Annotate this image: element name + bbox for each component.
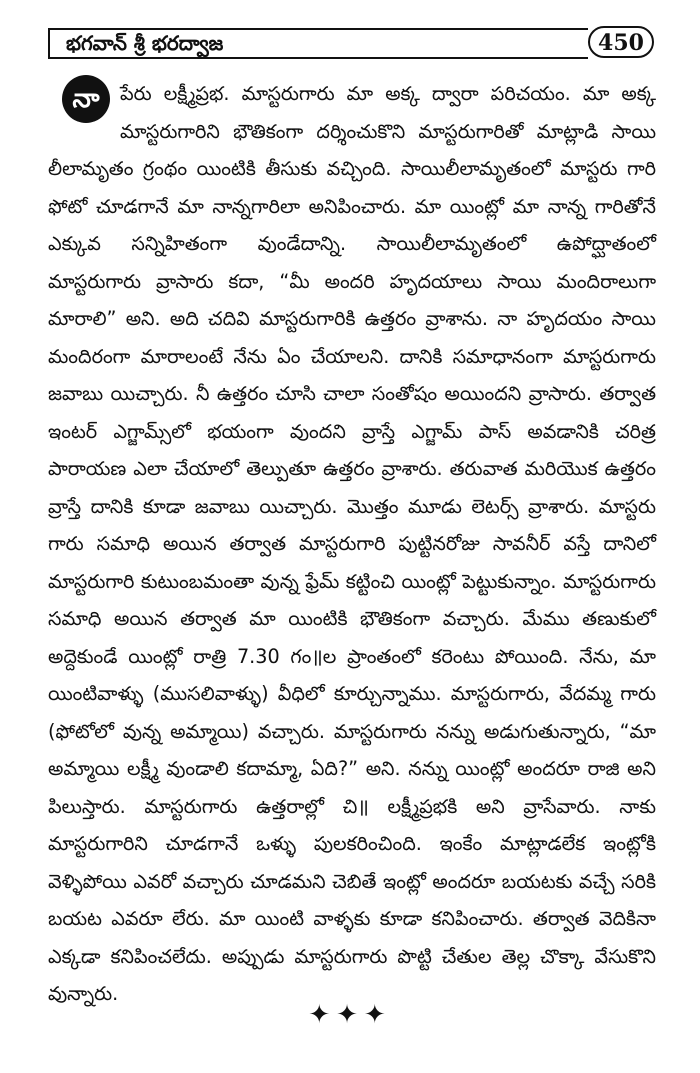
dropcap: నా [62, 75, 110, 123]
end-ornament: ✦✦✦ [308, 1000, 392, 1030]
page-number: 450 [598, 30, 644, 56]
article-body [48, 75, 656, 1013]
page-number-badge [588, 26, 654, 58]
article-text: పేరు లక్ష్మీప్రభ. మాస్టరుగారు మా అక్క ద్వారా పరిచయం. మా అక్క మాస్టరుగారిని భౌతికంగా దర్శించుకొని మాస్టరుగారితో మాట్లాడి సాయి లీలామృతం గ్రంథం యింటికి తీసుకు వచ్చింది. సాయిలీలామృతంలో మాస్టరు గారి ఫోటో చూడగానే మా నాన్నగారిలా అనిపించారు. మా యింట్లో మా నాన్న గారితోనే ఎక్కువ సన్నిహితంగా వుండేదాన్ని. సాయిలీలామృతంలో ఉపోద్ఘాతంలో మాస్టరుగారు వ్రాసారు కదా, “మీ అందరి హృదయాలు సాయి మందిరాలుగా మారాలి” అని. అది చదివి మాస్టరుగారికి ఉత్తరం వ్రాశాను. నా హృదయం సాయి మందిరంగా మారాలంటే నేను ఏం చేయాలని. దానికి సమాధానంగా మాస్టరుగారు జవాబు యిచ్చారు. నీ ఉత్తరం చూసి చాలా సంతోషం అయిందని వ్రాసారు. తర్వాత ఇంటర్ ఎగ్జామ్స్‌లో భయంగా వుందని వ్రాస్తే ఎగ్జామ్ పాస్ అవడానికి చరిత్ర పారాయణ ఎలా చేయాలో తెల్పుతూ ఉత్తరం వ్రాశారు. తరువాత మరియొక ఉత్తరం వ్రాస్తే దానికి కూడా జవాబు యిచ్చారు. మొత్తం మూడు లెటర్స్ వ్రాశారు. మాస్టరు గారు సమాధి అయిన తర్వాత మాస్టరుగారి పుట్టినరోజు సావనీర్ వస్తే దానిలో మాస్టరుగారి కుటుంబమంతా వున్న ఫ్రేమ్ కట్టించి యింట్లో పెట్టుకున్నాం. మాస్టరుగారు సమాధి అయిన తర్వాత మా యింటికి భౌతికంగా వచ్చారు. మేము తణుకులో అద్దెకుండే యింట్లో రాత్రి 7.30 గం॥ల ప్రాంతంలో కరెంటు పోయింది. నేను, మా యింటివాళ్ళు (ముసలివాళ్ళు) వీధిలో కూర్చున్నాము. మాస్టరుగారు, వేదమ్మ గారు (ఫోటోలో వున్న అమ్మాయి) వచ్చారు. మాస్టరుగారు నన్ను అడుగుతున్నారు, “మా అమ్మాయి లక్ష్మీ వుండాలి కదామ్మా, ఏది?” అని. నన్ను యింట్లో అందరూ రాజి అని పిలుస్తారు. మాస్టరుగారు ఉత్తరాల్లో చి॥ లక్ష్మీప్రభకి అని వ్రాసేవారు. నాకు మాస్టరుగారిని చూడగానే ఒళ్ళు పులకరించింది. ఇంకేం మాట్లాడలేక ఇంట్లోకి వెళ్ళిపోయి ఎవరో వచ్చారు చూడమని చెబితే ఇంట్లో అందరూ బయటకు వచ్చే సరికి బయట ఎవరూ లేరు. మా యింటి వాళ్ళకు కూడా కనిపించారు. తర్వాత వెదికినా ఎక్కడా కనిపించలేదు. అప్పుడు మాస్టరుగారు పొట్టి చేతుల తెల్ల చొక్కా వేసుకొని వున్నారు. [48, 82, 656, 1005]
running-header [48, 26, 654, 60]
header-left-rule [48, 28, 50, 57]
header-bottom-rule [48, 57, 588, 59]
book-title: భగవాన్ శ్రీ భరద్వాజ [66, 31, 224, 55]
header-top-rule [48, 28, 588, 30]
